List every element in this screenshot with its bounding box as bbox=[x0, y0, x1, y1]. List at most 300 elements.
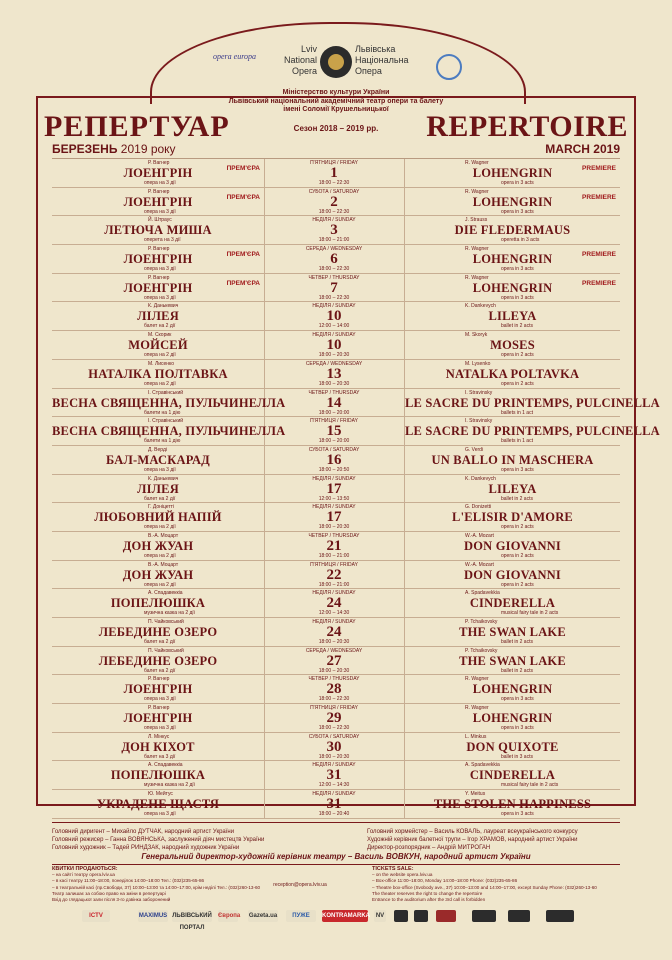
cell-ua bbox=[52, 188, 265, 216]
genre-en: opera in 3 acts bbox=[501, 466, 534, 473]
date-number: 31 bbox=[326, 767, 342, 784]
tickets-en bbox=[372, 866, 622, 903]
cell-en bbox=[405, 274, 620, 302]
date-number: 31 bbox=[326, 796, 342, 813]
performance-title-en: DON GIOVANNI bbox=[464, 567, 561, 582]
performance-title-ua: ЛЮБОВНИЙ НАПІЙ bbox=[94, 510, 222, 525]
cell-date bbox=[264, 618, 405, 646]
repertoire-row bbox=[52, 188, 620, 217]
composer-ua: П. Чайковський bbox=[148, 619, 184, 625]
sponsor-logo: MAXIMUS bbox=[138, 910, 168, 922]
cell-ua bbox=[52, 561, 265, 589]
performance-title-ua: ДОН ЖУАН bbox=[122, 538, 194, 553]
time-range: 18:00 – 22:30 bbox=[318, 696, 350, 703]
repertoire-row bbox=[52, 532, 620, 561]
composer-ua: М. Лисенко bbox=[148, 360, 175, 367]
credit-line: Головний режисер – Ганна ВОВЯНСЬКА, заслужений діяч мистецтв України bbox=[52, 837, 265, 843]
performance-title-ua: ЛОЕНГРІН bbox=[123, 280, 193, 295]
cell-ua bbox=[52, 475, 265, 503]
sponsor-logo: ICTV bbox=[82, 910, 110, 922]
repertoire-row bbox=[52, 704, 620, 733]
weekday: НЕДІЛЯ / SUNDAY bbox=[312, 762, 356, 769]
date-number: 3 bbox=[330, 222, 338, 239]
cell-ua bbox=[52, 274, 265, 302]
repertoire-row bbox=[52, 503, 620, 532]
performance-title-ua: НАТАЛКА ПОЛТАВКА bbox=[88, 366, 228, 381]
cell-en bbox=[405, 618, 620, 646]
repertoire-row bbox=[52, 274, 620, 303]
repertoire-table bbox=[52, 158, 660, 819]
genre-en: opera in 3 acts bbox=[501, 208, 534, 215]
repertoire-row bbox=[52, 389, 660, 418]
composer-ua: К. Данькевич bbox=[148, 303, 179, 310]
credit-line: Художній керівник балетної трупи – Ігор ХРАМОВ, народний артист України bbox=[367, 837, 578, 843]
date-number: 22 bbox=[326, 566, 342, 583]
performance-title-ua: ЛЕТЮЧА МИША bbox=[104, 223, 212, 238]
performance-title-ua: ЛОЕНГРІН bbox=[123, 252, 193, 267]
cell-date bbox=[264, 446, 405, 474]
genre-en: opera in 3 acts bbox=[501, 725, 534, 732]
sponsor-logos bbox=[52, 906, 620, 931]
composer-en: I. Stravinsky bbox=[465, 389, 493, 396]
time-range: 12:00 – 14:30 bbox=[318, 610, 350, 617]
composer-ua: Р. Вагнер bbox=[148, 676, 170, 683]
cell-date bbox=[264, 417, 405, 445]
date-number: 17 bbox=[326, 509, 342, 526]
credits-left bbox=[52, 828, 332, 852]
credit-line: Головний художник – Тадей РИНДЗАК, народний художник України bbox=[52, 845, 240, 851]
time-range: 18:00 – 20:40 bbox=[318, 811, 350, 818]
cell-en bbox=[405, 188, 620, 216]
weekday: НЕДІЛЯ / SUNDAY bbox=[312, 619, 356, 625]
logo-text-ua bbox=[355, 44, 425, 77]
repertoire-row bbox=[52, 302, 620, 331]
time-range: 12:00 – 13:50 bbox=[318, 495, 350, 502]
performance-title-ua: ЛЕБЕДИНЕ ОЗЕРО bbox=[98, 625, 218, 639]
repertoire-row bbox=[52, 216, 620, 245]
cell-en bbox=[405, 360, 620, 388]
time-range: 18:00 – 21:00 bbox=[318, 237, 350, 244]
genre-ua: опера на 3 дії bbox=[144, 725, 176, 732]
time-range: 18:00 – 20:30 bbox=[318, 639, 350, 645]
cell-ua bbox=[52, 761, 265, 789]
cell-date bbox=[264, 302, 405, 330]
cell-en bbox=[405, 761, 620, 789]
repertoire-row bbox=[52, 561, 620, 590]
logo-ua-line: Львівська bbox=[355, 44, 396, 54]
genre-ua: балет на 2 дії bbox=[144, 639, 176, 645]
sponsor-logo: Gazeta.ua bbox=[248, 910, 278, 922]
time-range: 12:00 – 14:30 bbox=[318, 782, 350, 789]
date-number: 1 bbox=[330, 165, 338, 181]
weekday: СУБОТА / SATURDAY bbox=[308, 188, 360, 195]
composer-ua: Г. Доніцетті bbox=[148, 504, 175, 511]
lyre-emblem-icon bbox=[320, 46, 352, 78]
genre-en: opera in 2 acts bbox=[501, 352, 534, 359]
tickets-line: Театр залишає за собою право на зміни в репертуарі bbox=[52, 890, 166, 896]
performance-title-en: LOHENGRIN bbox=[472, 280, 553, 295]
cell-en bbox=[405, 302, 620, 330]
tickets-line: Вхід до глядацької зали після 3-го дзвінка заборонений bbox=[52, 897, 171, 903]
sponsor-logo bbox=[508, 910, 530, 922]
cell-date bbox=[264, 188, 405, 216]
premiere-badge-ua: ПРЕМ'ЄРА bbox=[226, 193, 260, 201]
composer-ua: Й. Штраус bbox=[148, 217, 172, 224]
weekday: ЧЕТВЕР / THURSDAY bbox=[308, 532, 360, 539]
season: Сезон 2018 – 2019 рр. bbox=[293, 124, 379, 133]
credits bbox=[52, 828, 620, 868]
genre-en: opera in 2 acts bbox=[501, 380, 534, 387]
repertoire-row bbox=[52, 331, 620, 360]
cell-date bbox=[264, 532, 405, 560]
cell-date bbox=[264, 274, 405, 302]
cell-en bbox=[405, 159, 620, 187]
performance-title-en: THE SWAN LAKE bbox=[459, 653, 566, 668]
ministry-line: Львівський національний академічний театр опери та балету bbox=[228, 97, 444, 105]
sponsor-logo: KONTRAMARKA bbox=[322, 910, 368, 922]
genre-en: ballet in 3 acts bbox=[501, 753, 533, 760]
cell-date bbox=[264, 503, 405, 531]
weekday: СЕРЕДА / WEDNESDAY bbox=[305, 246, 363, 253]
composer-en: M. Skoryk bbox=[465, 332, 488, 339]
genre-ua: опера на 3 дії bbox=[144, 811, 176, 818]
cell-en bbox=[405, 446, 620, 474]
genre-ua: опера на 2 дії bbox=[144, 552, 176, 559]
tickets-line: The theater reserves the right to change the repertoire bbox=[372, 890, 483, 896]
cell-date bbox=[264, 245, 405, 273]
composer-ua: К. Данькевич bbox=[148, 475, 179, 482]
repertoire-row bbox=[52, 589, 620, 618]
logo-ua-line: Національна bbox=[355, 55, 409, 65]
performance-title-en: UN BALLO IN MASCHERA bbox=[431, 452, 594, 467]
performance-title-ua: ЛОЕНГРІН bbox=[123, 194, 193, 209]
month-ua bbox=[52, 142, 176, 156]
performance-title-en: LILEYA bbox=[488, 309, 537, 324]
cell-ua bbox=[52, 790, 265, 818]
repertoire-row bbox=[52, 761, 620, 790]
genre-ua: балети на 1 дію bbox=[144, 409, 181, 416]
cell-date bbox=[264, 561, 405, 589]
date-number: 24 bbox=[326, 595, 342, 612]
genre-ua: опера на 2 дії bbox=[144, 581, 176, 588]
date-number: 2 bbox=[330, 193, 338, 210]
composer-ua: І. Стравінський bbox=[148, 418, 184, 425]
composer-ua: Р. Вагнер bbox=[148, 188, 170, 195]
performance-title-en: CINDERELLA bbox=[469, 596, 556, 611]
date-number: 17 bbox=[326, 480, 342, 497]
weekday: НЕДІЛЯ / SUNDAY bbox=[312, 303, 356, 310]
genre-ua: опера на 2 дії bbox=[144, 524, 176, 531]
cell-ua bbox=[52, 389, 286, 417]
email[interactable]: reception@opera.lviv.ua bbox=[273, 882, 327, 888]
composer-en: R. Wagner bbox=[465, 274, 489, 281]
cell-en bbox=[405, 389, 660, 417]
performance-title-ua: ЛОЕНГРІН bbox=[123, 711, 193, 726]
credit-line: Головний хормейстер – Василь КОВАЛЬ, лауреат всеукраїнського конкурсу bbox=[367, 829, 578, 835]
tickets-ua-heading: КВИТКИ ПРОДАЮТЬСЯ: bbox=[52, 866, 118, 872]
ministry-line: Міністерство культури України bbox=[282, 89, 390, 96]
performance-title-ua: ВЕСНА СВЯЩЕННА, ПУЛЬЧИНЕЛЛА bbox=[52, 424, 286, 439]
composer-en: P. Tchaikovsky bbox=[465, 619, 498, 625]
genre-ua: опера на 3 дії bbox=[144, 696, 176, 703]
composer-ua: А. Спадавеккіа bbox=[148, 762, 183, 769]
general-director: Генеральний директор-художній керівник театру – Василь ВОВКУН, народний артист України bbox=[141, 852, 531, 861]
divider bbox=[52, 864, 620, 865]
cell-ua bbox=[52, 618, 265, 646]
composer-en: G. Donizetti bbox=[465, 504, 492, 511]
time-range: 18:00 – 21:00 bbox=[318, 552, 350, 559]
composer-en: M. Lysenko bbox=[465, 360, 491, 367]
sponsor-logo bbox=[546, 910, 574, 922]
repertoire-row bbox=[52, 417, 660, 446]
genre-ua: музична казка на 2 дії bbox=[144, 610, 195, 617]
tickets-line: – on the website opera.lviv.ua bbox=[372, 872, 433, 878]
tickets-en-heading: TICKETS SALE: bbox=[372, 866, 414, 872]
premiere-badge-en: PREMIERE bbox=[582, 165, 616, 172]
composer-en: I. Stravinsky bbox=[465, 418, 493, 425]
title-en: REPERTOIRE bbox=[426, 110, 628, 143]
cell-en bbox=[405, 589, 620, 617]
performance-title-en: THE STOLEN HAPPINESS bbox=[433, 797, 592, 812]
cell-en bbox=[405, 704, 620, 732]
genre-ua: опера на 3 дії bbox=[144, 466, 176, 473]
genre-ua: балет на 3 дії bbox=[144, 753, 176, 760]
cell-en bbox=[405, 216, 620, 244]
date-number: 10 bbox=[326, 308, 342, 325]
cell-ua bbox=[52, 675, 265, 703]
performance-title-en: LOHENGRIN bbox=[472, 194, 553, 209]
weekday: ЧЕТВЕР / THURSDAY bbox=[308, 389, 360, 396]
composer-ua: М. Скорик bbox=[148, 332, 172, 339]
cell-date bbox=[264, 704, 405, 732]
performance-title-en: NATALKA POLTAVKA bbox=[445, 366, 580, 381]
genre-en: opera in 3 acts bbox=[501, 180, 534, 186]
performance-title-ua: ПОПЕЛЮШКА bbox=[110, 596, 206, 611]
title-ua: РЕПЕРТУАР bbox=[44, 110, 230, 143]
repertoire-row bbox=[52, 790, 620, 819]
sponsor-logo: ПУЖЕ bbox=[286, 910, 316, 922]
weekday: П'ЯТНИЦЯ / FRIDAY bbox=[310, 561, 358, 568]
composer-en: A. Spadavekkia bbox=[465, 590, 500, 597]
cell-en bbox=[405, 790, 620, 818]
weekday: ЧЕТВЕР / THURSDAY bbox=[308, 676, 360, 683]
weekday: НЕДІЛЯ / SUNDAY bbox=[312, 590, 356, 597]
premiere-badge-en: PREMIERE bbox=[582, 193, 616, 201]
genre-ua: опера на 2 дії bbox=[144, 380, 176, 387]
cell-date bbox=[264, 675, 405, 703]
cell-ua bbox=[52, 216, 265, 244]
genre-en: opera in 2 acts bbox=[501, 581, 534, 588]
cell-ua bbox=[52, 532, 265, 560]
time-range: 18:00 – 22:30 bbox=[318, 180, 350, 186]
cell-en bbox=[405, 733, 620, 761]
date-number: 6 bbox=[330, 251, 338, 268]
sponsor-logo: NV bbox=[374, 910, 386, 922]
genre-ua: опера на 2 дії bbox=[144, 352, 176, 359]
composer-en: R. Wagner bbox=[465, 676, 489, 683]
date-number: 24 bbox=[326, 624, 342, 640]
performance-title-ua: ЛОЕНГРІН bbox=[123, 166, 193, 180]
cell-ua bbox=[52, 589, 265, 617]
sponsor-logo bbox=[436, 910, 456, 922]
performance-title-en: DON QUIXOTE bbox=[466, 739, 559, 754]
performance-title-en: LOHENGRIN bbox=[472, 252, 553, 267]
cell-date bbox=[264, 159, 405, 187]
weekday: ЧЕТВЕР / THURSDAY bbox=[308, 274, 360, 281]
cell-en bbox=[405, 417, 660, 445]
genre-ua: балети на 1 дію bbox=[144, 438, 181, 445]
genre-en: opera in 3 acts bbox=[501, 696, 534, 703]
time-range: 18:00 – 22:30 bbox=[318, 294, 350, 301]
composer-ua: І. Стравінський bbox=[148, 389, 184, 396]
tickets-line: Entrance to the auditorium after the 3rd call is forbidden bbox=[372, 897, 486, 903]
performance-title-ua: ДОН КІХОТ bbox=[121, 739, 195, 754]
genre-ua: балет на 2 дії bbox=[144, 495, 176, 502]
performance-title-en: DIE FLEDERMAUS bbox=[454, 223, 571, 238]
composer-ua: П. Чайковський bbox=[148, 647, 184, 654]
tickets-line: – на сайті театру opera.lviv.ua bbox=[52, 872, 115, 878]
premiere-badge-en: PREMIERE bbox=[582, 251, 616, 259]
cell-en bbox=[405, 331, 620, 359]
cell-ua bbox=[52, 159, 265, 187]
cell-date bbox=[264, 589, 405, 617]
credit-line: Директор-розпорядник – Андрій МИТРОГАН bbox=[367, 845, 491, 851]
time-range: 18:00 – 22:30 bbox=[318, 725, 350, 732]
date-number: 30 bbox=[326, 738, 342, 755]
repertoire-row bbox=[52, 360, 620, 389]
month-en: MARCH 2019 bbox=[545, 142, 620, 156]
cell-ua bbox=[52, 733, 265, 761]
genre-ua: опера на 3 дії bbox=[144, 294, 176, 301]
date-number: 15 bbox=[326, 423, 342, 440]
cell-en bbox=[405, 532, 620, 560]
month-ua-year: 2019 року bbox=[120, 142, 176, 156]
weekday: СЕРЕДА / WEDNESDAY bbox=[305, 647, 363, 654]
date-number: 14 bbox=[326, 394, 342, 411]
weekday: НЕДІЛЯ / SUNDAY bbox=[312, 332, 356, 339]
performance-title-ua: ДОН ЖУАН bbox=[122, 567, 194, 582]
weekday: НЕДІЛЯ / SUNDAY bbox=[312, 475, 356, 482]
weekday: СУБОТА / SATURDAY bbox=[308, 446, 360, 453]
performance-title-ua: ВЕСНА СВЯЩЕННА, ПУЛЬЧИНЕЛЛА bbox=[52, 395, 286, 410]
cell-date bbox=[264, 216, 405, 244]
genre-en: ballets in 1 act bbox=[501, 409, 533, 416]
cell-en bbox=[405, 675, 620, 703]
cell-ua bbox=[52, 302, 265, 330]
logo-en-line: Opera bbox=[291, 66, 317, 76]
composer-ua: Р. Вагнер bbox=[148, 160, 170, 166]
genre-ua: опера на 3 дії bbox=[144, 208, 176, 215]
cell-en bbox=[405, 561, 620, 589]
cell-ua bbox=[52, 360, 265, 388]
time-range: 18:00 – 21:00 bbox=[318, 581, 350, 588]
cell-ua bbox=[52, 704, 265, 732]
weekday: СЕРЕДА / WEDNESDAY bbox=[305, 360, 363, 367]
weekday: НЕДІЛЯ / SUNDAY bbox=[312, 791, 356, 798]
genre-en: ballet in 2 acts bbox=[501, 639, 533, 645]
tickets-line: – Theatre box-office (Svobody ave., 37) 10:00–13:00 and 14:00–17:00, except Sunday Phone: (032)260-13-60 bbox=[372, 884, 597, 890]
composer-en: G. Verdi bbox=[465, 446, 484, 453]
ministry-line: імені Соломії Крушельницької bbox=[283, 106, 389, 113]
cell-ua bbox=[52, 503, 265, 531]
composer-en: R. Wagner bbox=[465, 188, 489, 195]
cell-en bbox=[405, 503, 620, 531]
genre-ua: опера на 3 дії bbox=[144, 180, 176, 186]
composer-en: R. Wagner bbox=[465, 246, 489, 253]
genre-en: opera in 3 acts bbox=[501, 294, 534, 301]
cell-date bbox=[264, 475, 405, 503]
cell-date bbox=[264, 790, 405, 818]
premiere-badge-ua: ПРЕМ'ЄРА bbox=[226, 251, 260, 259]
composer-ua: А. Спадавеккіа bbox=[148, 590, 183, 597]
time-range: 18:00 – 20:30 bbox=[318, 753, 350, 760]
weekday: П'ЯТНИЦЯ / FRIDAY bbox=[310, 705, 358, 712]
time-range: 18:00 – 20:30 bbox=[318, 524, 350, 531]
weekday: НЕДІЛЯ / SUNDAY bbox=[312, 504, 356, 511]
composer-en: L. Minkus bbox=[465, 733, 487, 740]
performance-title-ua: УКРАДЕНЕ ЩАСТЯ bbox=[96, 797, 220, 812]
genre-ua: балет на 2 дії bbox=[144, 323, 176, 330]
time-range: 18:00 – 20:00 bbox=[318, 409, 350, 416]
composer-en: W.-A. Mozart bbox=[465, 561, 494, 568]
composer-ua: В.-А. Моцарт bbox=[148, 532, 179, 539]
time-range: 18:00 – 20:30 bbox=[318, 380, 350, 387]
tickets-line: – в театральній касі (пр.Свободи, 37) 10:00–13:00 та 14:00–17:00, крім неділі Тел.: (032)260-13-60 bbox=[52, 884, 261, 890]
composer-en: K. Dankevych bbox=[465, 475, 496, 482]
performance-title-en: CINDERELLA bbox=[469, 768, 556, 783]
weekday: СУБОТА / SATURDAY bbox=[308, 733, 360, 740]
performance-title-en: LOHENGRIN bbox=[472, 682, 553, 697]
premiere-badge-ua: ПРЕМ'ЄРА bbox=[226, 279, 260, 287]
performance-title-en: LOHENGRIN bbox=[472, 166, 553, 180]
composer-ua: Р. Вагнер bbox=[148, 705, 170, 712]
cell-en bbox=[405, 647, 620, 675]
time-range: 18:00 – 20:00 bbox=[318, 438, 350, 445]
cell-date bbox=[264, 331, 405, 359]
genre-en: opera in 3 acts bbox=[501, 266, 534, 273]
genre-en: musical fairy tale in 2 acts bbox=[501, 610, 559, 617]
cell-ua bbox=[52, 331, 265, 359]
genre-ua: музична казка на 2 дії bbox=[144, 782, 195, 789]
composer-ua: Ю. Мейтус bbox=[148, 791, 173, 798]
genre-en: opera in 2 acts bbox=[501, 524, 534, 531]
opera-europa-logo: opera europa bbox=[213, 52, 257, 61]
composer-en: J. Strauss bbox=[465, 217, 488, 224]
cell-date bbox=[264, 647, 405, 675]
genre-en: ballet in 2 acts bbox=[501, 495, 533, 502]
composer-en: P. Tchaikovsky bbox=[465, 647, 498, 654]
performance-title-ua: ПОПЕЛЮШКА bbox=[110, 768, 206, 783]
cell-en bbox=[405, 475, 620, 503]
logo-en-line: Lviv bbox=[300, 44, 317, 54]
tickets-line: – Box-office 11:00–18:00, Monday 14:00–18:00 Phone: (032)235-65-86 bbox=[372, 878, 518, 884]
date-number: 13 bbox=[326, 365, 342, 382]
composer-en: K. Dankevych bbox=[465, 303, 496, 310]
genre-en: opera in 2 acts bbox=[501, 552, 534, 559]
weekday: П'ЯТНИЦЯ / FRIDAY bbox=[310, 160, 358, 166]
composer-ua: Д. Верді bbox=[148, 446, 167, 453]
performance-title-en: LE SACRE DU PRINTEMPS, PULCINELLA bbox=[405, 424, 660, 439]
performance-title-en: THE SWAN LAKE bbox=[459, 625, 566, 639]
performance-title-ua: МОЙСЕЙ bbox=[128, 338, 188, 353]
genre-en: operetta in 3 acts bbox=[501, 237, 540, 244]
logo-en-line: National bbox=[283, 55, 317, 65]
performance-title-ua: ЛІЛЕЯ bbox=[137, 309, 179, 324]
performance-title-ua: ЛІЛЕЯ bbox=[137, 481, 179, 496]
composer-en: R. Wagner bbox=[465, 705, 489, 712]
time-range: 18:00 – 20:50 bbox=[318, 466, 350, 473]
performance-title-en: DON GIOVANNI bbox=[464, 538, 561, 553]
